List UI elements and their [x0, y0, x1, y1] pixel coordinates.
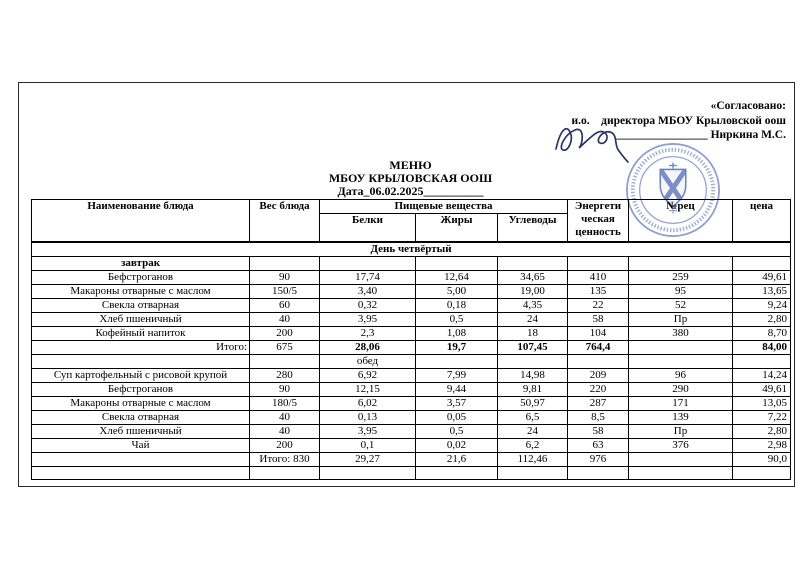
carbs-cell: 19,00 — [498, 284, 568, 298]
weight-cell: 675 — [250, 340, 320, 354]
dish-name-cell: Кофейный напиток — [32, 326, 250, 340]
table-row-dish — [32, 438, 791, 452]
dish-name-cell: Итого: — [32, 340, 250, 354]
energy-cell: 135 — [568, 284, 629, 298]
dish-name-cell — [32, 466, 250, 479]
weight-cell — [250, 466, 320, 479]
school-name-title: МБОУ КРЫЛОВСКАЯ ООШ — [328, 171, 493, 185]
recipe-no-cell — [629, 466, 733, 479]
energy-cell — [568, 256, 629, 270]
fat-cell: 0,5 — [416, 312, 498, 326]
carbs-cell: 6,2 — [498, 438, 568, 452]
price-cell: 90,0 — [733, 452, 791, 466]
fat-cell: 5,00 — [416, 284, 498, 298]
table-row-dish — [32, 270, 791, 284]
price-cell: 13,05 — [733, 396, 791, 410]
dish-name-cell: Хлеб пшеничный — [32, 312, 250, 326]
energy-cell: 104 — [568, 326, 629, 340]
energy-cell: 58 — [568, 424, 629, 438]
recipe-no-cell: 290 — [629, 382, 733, 396]
energy-cell: 58 — [568, 312, 629, 326]
carbs-cell: 112,46 — [498, 452, 568, 466]
weight-cell: 90 — [250, 382, 320, 396]
price-cell — [733, 354, 791, 368]
protein-cell: 3,40 — [320, 284, 416, 298]
fat-cell: 21,6 — [416, 452, 498, 466]
price-cell — [733, 256, 791, 270]
table-header-row-1 — [32, 200, 791, 214]
dish-name-cell: Чай — [32, 438, 250, 452]
carbs-cell: 50,97 — [498, 396, 568, 410]
price-cell: 2,80 — [733, 312, 791, 326]
col-header-energy: Энергети ческая ценность — [568, 200, 629, 242]
table-row-dish — [32, 382, 791, 396]
energy-cell: 209 — [568, 368, 629, 382]
recipe-no-cell — [629, 256, 733, 270]
table-row-dish — [32, 312, 791, 326]
weight-cell: 90 — [250, 270, 320, 284]
energy-cell: 22 — [568, 298, 629, 312]
recipe-no-cell: 380 — [629, 326, 733, 340]
recipe-no-cell: 376 — [629, 438, 733, 452]
carbs-cell: 14,98 — [498, 368, 568, 382]
dish-name-cell: Бефстроганов — [32, 270, 250, 284]
table-row-empty — [32, 466, 791, 479]
col-header-fat: Жиры — [416, 214, 498, 242]
fat-cell: 9,44 — [416, 382, 498, 396]
table-row-meal-lunch — [32, 354, 791, 368]
recipe-no-cell: Пр — [629, 312, 733, 326]
dish-name-cell — [32, 354, 250, 368]
table-row-dish — [32, 410, 791, 424]
signature-path — [556, 129, 628, 162]
carbs-cell — [498, 354, 568, 368]
price-cell — [733, 466, 791, 479]
table-row-dish — [32, 298, 791, 312]
weight-cell: Итого: 830 — [250, 452, 320, 466]
energy-cell — [568, 354, 629, 368]
recipe-no-cell: 171 — [629, 396, 733, 410]
table-row-dish — [32, 284, 791, 298]
fat-cell: 0,02 — [416, 438, 498, 452]
dish-name-cell: Макароны отварные с маслом — [32, 284, 250, 298]
carbs-cell: 24 — [498, 312, 568, 326]
dish-name-cell — [32, 452, 250, 466]
recipe-no-cell: 96 — [629, 368, 733, 382]
carbs-cell: 24 — [498, 424, 568, 438]
fat-cell: 0,05 — [416, 410, 498, 424]
col-header-carbs: Углеводы — [498, 214, 568, 242]
weight-cell — [250, 354, 320, 368]
energy-cell: 410 — [568, 270, 629, 284]
protein-cell: 0,1 — [320, 438, 416, 452]
energy-cell — [568, 466, 629, 479]
carbs-cell: 6,5 — [498, 410, 568, 424]
dish-name-cell: Свекла отварная — [32, 298, 250, 312]
date-line: Дата_06.02.2025__________ — [337, 184, 484, 198]
recipe-no-cell: 139 — [629, 410, 733, 424]
recipe-no-cell: 95 — [629, 284, 733, 298]
dish-name-cell: Свекла отварная — [32, 410, 250, 424]
weight-cell: 200 — [250, 326, 320, 340]
price-cell: 14,24 — [733, 368, 791, 382]
protein-cell: 17,74 — [320, 270, 416, 284]
weight-cell: 60 — [250, 298, 320, 312]
price-cell: 7,22 — [733, 410, 791, 424]
table-row-dish — [32, 326, 791, 340]
protein-cell — [320, 466, 416, 479]
price-cell: 8,70 — [733, 326, 791, 340]
weight-cell: 40 — [250, 424, 320, 438]
dish-name-cell: Бефстроганов — [32, 382, 250, 396]
table-row-dish — [32, 424, 791, 438]
fat-cell: 7,99 — [416, 368, 498, 382]
protein-cell: 0,32 — [320, 298, 416, 312]
carbs-cell: 107,45 — [498, 340, 568, 354]
table-row-total — [32, 340, 791, 354]
table-row-dish — [32, 396, 791, 410]
carbs-cell: 4,35 — [498, 298, 568, 312]
menu-title: МЕНЮ — [389, 158, 432, 172]
price-cell: 2,80 — [733, 424, 791, 438]
protein-cell: 6,02 — [320, 396, 416, 410]
recipe-no-cell — [629, 340, 733, 354]
protein-cell: 6,92 — [320, 368, 416, 382]
price-cell: 49,61 — [733, 382, 791, 396]
carbs-cell: 34,65 — [498, 270, 568, 284]
recipe-no-cell — [629, 452, 733, 466]
weight-cell: 180/5 — [250, 396, 320, 410]
menu-table — [31, 199, 791, 480]
table-row-total2 — [32, 452, 791, 466]
energy-cell: 8,5 — [568, 410, 629, 424]
energy-cell: 220 — [568, 382, 629, 396]
dish-name-cell: Хлеб пшеничный — [32, 424, 250, 438]
weight-cell: 280 — [250, 368, 320, 382]
protein-cell: 29,27 — [320, 452, 416, 466]
fat-cell: 0,5 — [416, 424, 498, 438]
energy-cell: 764,4 — [568, 340, 629, 354]
protein-cell: 3,95 — [320, 312, 416, 326]
price-cell: 84,00 — [733, 340, 791, 354]
weight-cell: 40 — [250, 312, 320, 326]
protein-cell: обед — [320, 354, 416, 368]
recipe-no-cell: 259 — [629, 270, 733, 284]
weight-cell: 40 — [250, 410, 320, 424]
fat-cell — [416, 256, 498, 270]
fat-cell — [416, 354, 498, 368]
fat-cell: 0,18 — [416, 298, 498, 312]
table-row-meal-breakfast — [32, 256, 791, 270]
fat-cell: 19,7 — [416, 340, 498, 354]
fat-cell: 12,64 — [416, 270, 498, 284]
weight-cell: 200 — [250, 438, 320, 452]
energy-cell: 287 — [568, 396, 629, 410]
col-header-price: цена — [733, 200, 791, 242]
col-header-protein: Белки — [320, 214, 416, 242]
price-cell: 13,65 — [733, 284, 791, 298]
energy-cell: 63 — [568, 438, 629, 452]
day-header-cell: День четвёртый — [32, 242, 791, 257]
col-header-weight: Вес блюда — [250, 200, 320, 242]
carbs-cell: 18 — [498, 326, 568, 340]
weight-cell — [250, 256, 320, 270]
recipe-no-cell: 52 — [629, 298, 733, 312]
protein-cell: 28,06 — [320, 340, 416, 354]
carbs-cell: 9,81 — [498, 382, 568, 396]
table-row-dish — [32, 368, 791, 382]
carbs-cell — [498, 256, 568, 270]
approval-line-1: «Согласовано: — [710, 100, 786, 112]
col-header-dish: Наименование блюда — [32, 200, 250, 242]
dish-name-cell: Суп картофельный с рисовой крупой — [32, 368, 250, 382]
weight-cell: 150/5 — [250, 284, 320, 298]
fat-cell: 3,57 — [416, 396, 498, 410]
recipe-no-cell — [629, 354, 733, 368]
col-header-nutrients-group: Пищевые вещества — [320, 200, 568, 214]
recipe-no-cell: Пр — [629, 424, 733, 438]
protein-cell: 3,95 — [320, 424, 416, 438]
dish-name-cell: Макароны отварные с маслом — [32, 396, 250, 410]
protein-cell: 2,3 — [320, 326, 416, 340]
document-title-block — [31, 159, 790, 198]
approval-line-3: ________________ Ниркина М.С. — [615, 129, 786, 141]
protein-cell: 12,15 — [320, 382, 416, 396]
price-cell: 9,24 — [733, 298, 791, 312]
protein-cell: 0,13 — [320, 410, 416, 424]
fat-cell: 1,08 — [416, 326, 498, 340]
table-row-day-header — [32, 242, 791, 257]
fat-cell — [416, 466, 498, 479]
carbs-cell — [498, 466, 568, 479]
energy-cell: 976 — [568, 452, 629, 466]
protein-cell — [320, 256, 416, 270]
col-header-recipe: №рец — [629, 200, 733, 242]
approval-line-2: и.о. директора МБОУ Крыловской оош — [571, 114, 786, 127]
price-cell: 49,61 — [733, 270, 791, 284]
dish-name-cell: завтрак — [32, 256, 250, 270]
price-cell: 2,98 — [733, 438, 791, 452]
